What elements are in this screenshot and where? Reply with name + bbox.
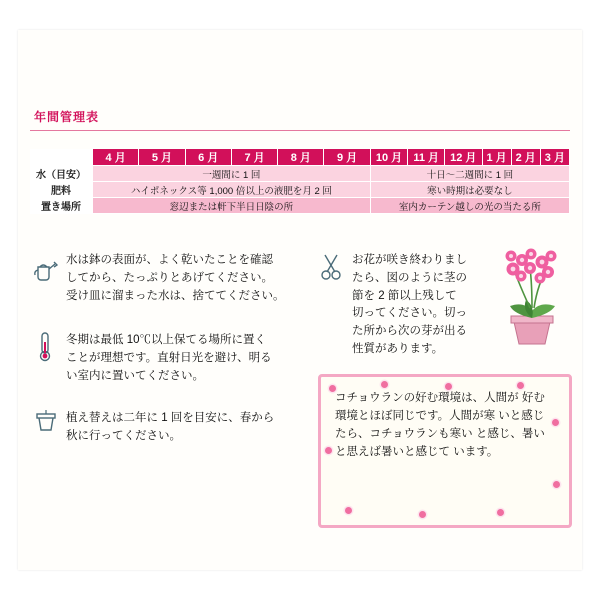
- title-divider: [30, 130, 570, 131]
- page-title: 年間管理表: [34, 110, 100, 124]
- table-row-label: 置き場所: [30, 198, 93, 214]
- thermometer-icon: [36, 330, 62, 360]
- table-corner-cell: [30, 149, 93, 166]
- note-flower-icon: [517, 382, 524, 389]
- care-line: 水は鉢の表面が、よく乾いたことを確認: [66, 254, 273, 266]
- table-cell: 室内カーテン越しの光の当たる所: [370, 198, 569, 214]
- care-line: た所から次の芽が出る: [352, 325, 467, 338]
- watering-can-icon: [32, 255, 58, 285]
- care-line: 秋に行ってください。: [66, 429, 181, 442]
- care-line: お花が咲き終わりまし: [352, 254, 467, 266]
- note-text: [335, 389, 547, 462]
- table-row-label: 水（目安）: [30, 166, 93, 182]
- annual-care-table: [30, 148, 570, 214]
- care-item-pruning: [352, 252, 492, 359]
- month-header-cell: 6 月: [185, 149, 231, 166]
- care-line: 冬期は最低 10℃以上保てる場所に置く: [66, 334, 266, 346]
- note-flower-icon: [497, 509, 504, 516]
- care-item-repotting: [66, 410, 306, 446]
- note-flower-icon: [345, 507, 352, 514]
- note-flower-icon: [381, 381, 388, 388]
- month-header-cell: 12 月: [445, 149, 483, 166]
- care-line: ことが理想です。直射日光を避け、明る: [66, 351, 272, 364]
- care-line: 性質があります。: [352, 343, 444, 356]
- orchid-illustration: [484, 238, 580, 350]
- table-cell: 寒い時期は必要なし: [370, 182, 569, 198]
- care-line: い室内に置いてください。: [66, 369, 204, 382]
- note-flower-icon: [553, 481, 560, 488]
- care-line: 受け皿に溜まった水は、捨ててください。: [66, 289, 285, 302]
- care-line: たら、図のように茎の: [352, 271, 467, 284]
- month-header-cell: 8 月: [278, 149, 324, 166]
- table-row: [30, 166, 570, 182]
- month-header-cell: 3 月: [540, 149, 569, 166]
- table-row: [30, 198, 570, 214]
- table-cell: 窓辺または軒下半日日陰の所: [93, 198, 371, 214]
- month-header-cell: 7 月: [231, 149, 277, 166]
- note-line: と感じ、暑いと思えば暑いと感じて: [335, 428, 545, 459]
- table-cell: 一週間に 1 回: [93, 166, 371, 182]
- note-line: コチョウランの好む環境は、人間が: [335, 392, 519, 404]
- month-header-cell: 1 月: [482, 149, 511, 166]
- care-line: 切ってください。切っ: [352, 307, 467, 320]
- note-line: います。: [453, 446, 499, 459]
- care-item-temperature: [66, 332, 306, 385]
- flower-pot-icon: [34, 408, 60, 438]
- month-header-cell: 4 月: [93, 149, 139, 166]
- care-item-watering: [66, 252, 306, 305]
- month-header-cell: 10 月: [370, 149, 408, 166]
- table-header-row: [30, 149, 570, 166]
- month-header-cell: 2 月: [511, 149, 540, 166]
- table-cell: ハイポネックス等 1,000 倍以上の液肥を月 2 回: [93, 182, 371, 198]
- table-row-label: 肥料: [30, 182, 93, 198]
- table-cell: 十日～二週間に 1 回: [370, 166, 569, 182]
- month-header-cell: 9 月: [324, 149, 370, 166]
- note-flower-icon: [325, 447, 332, 454]
- note-flower-icon: [552, 419, 559, 426]
- note-line: いと感じたら、コチョウランも寒い: [335, 410, 545, 441]
- care-line: 植え替えは二年に 1 回を目安に、春から: [66, 412, 275, 424]
- note-flower-icon: [419, 511, 426, 518]
- care-line: してから、たっぷりとあげてください。: [66, 271, 273, 284]
- care-line: 節を 2 節以上残して: [352, 289, 457, 302]
- month-header-cell: 11 月: [408, 149, 445, 166]
- note-line: 好む環境とほぼ同じです。人間が寒: [335, 392, 545, 423]
- scissors-icon: [320, 252, 346, 282]
- month-header-cell: 5 月: [139, 149, 185, 166]
- note-box: [318, 374, 572, 528]
- table-row: [30, 182, 570, 198]
